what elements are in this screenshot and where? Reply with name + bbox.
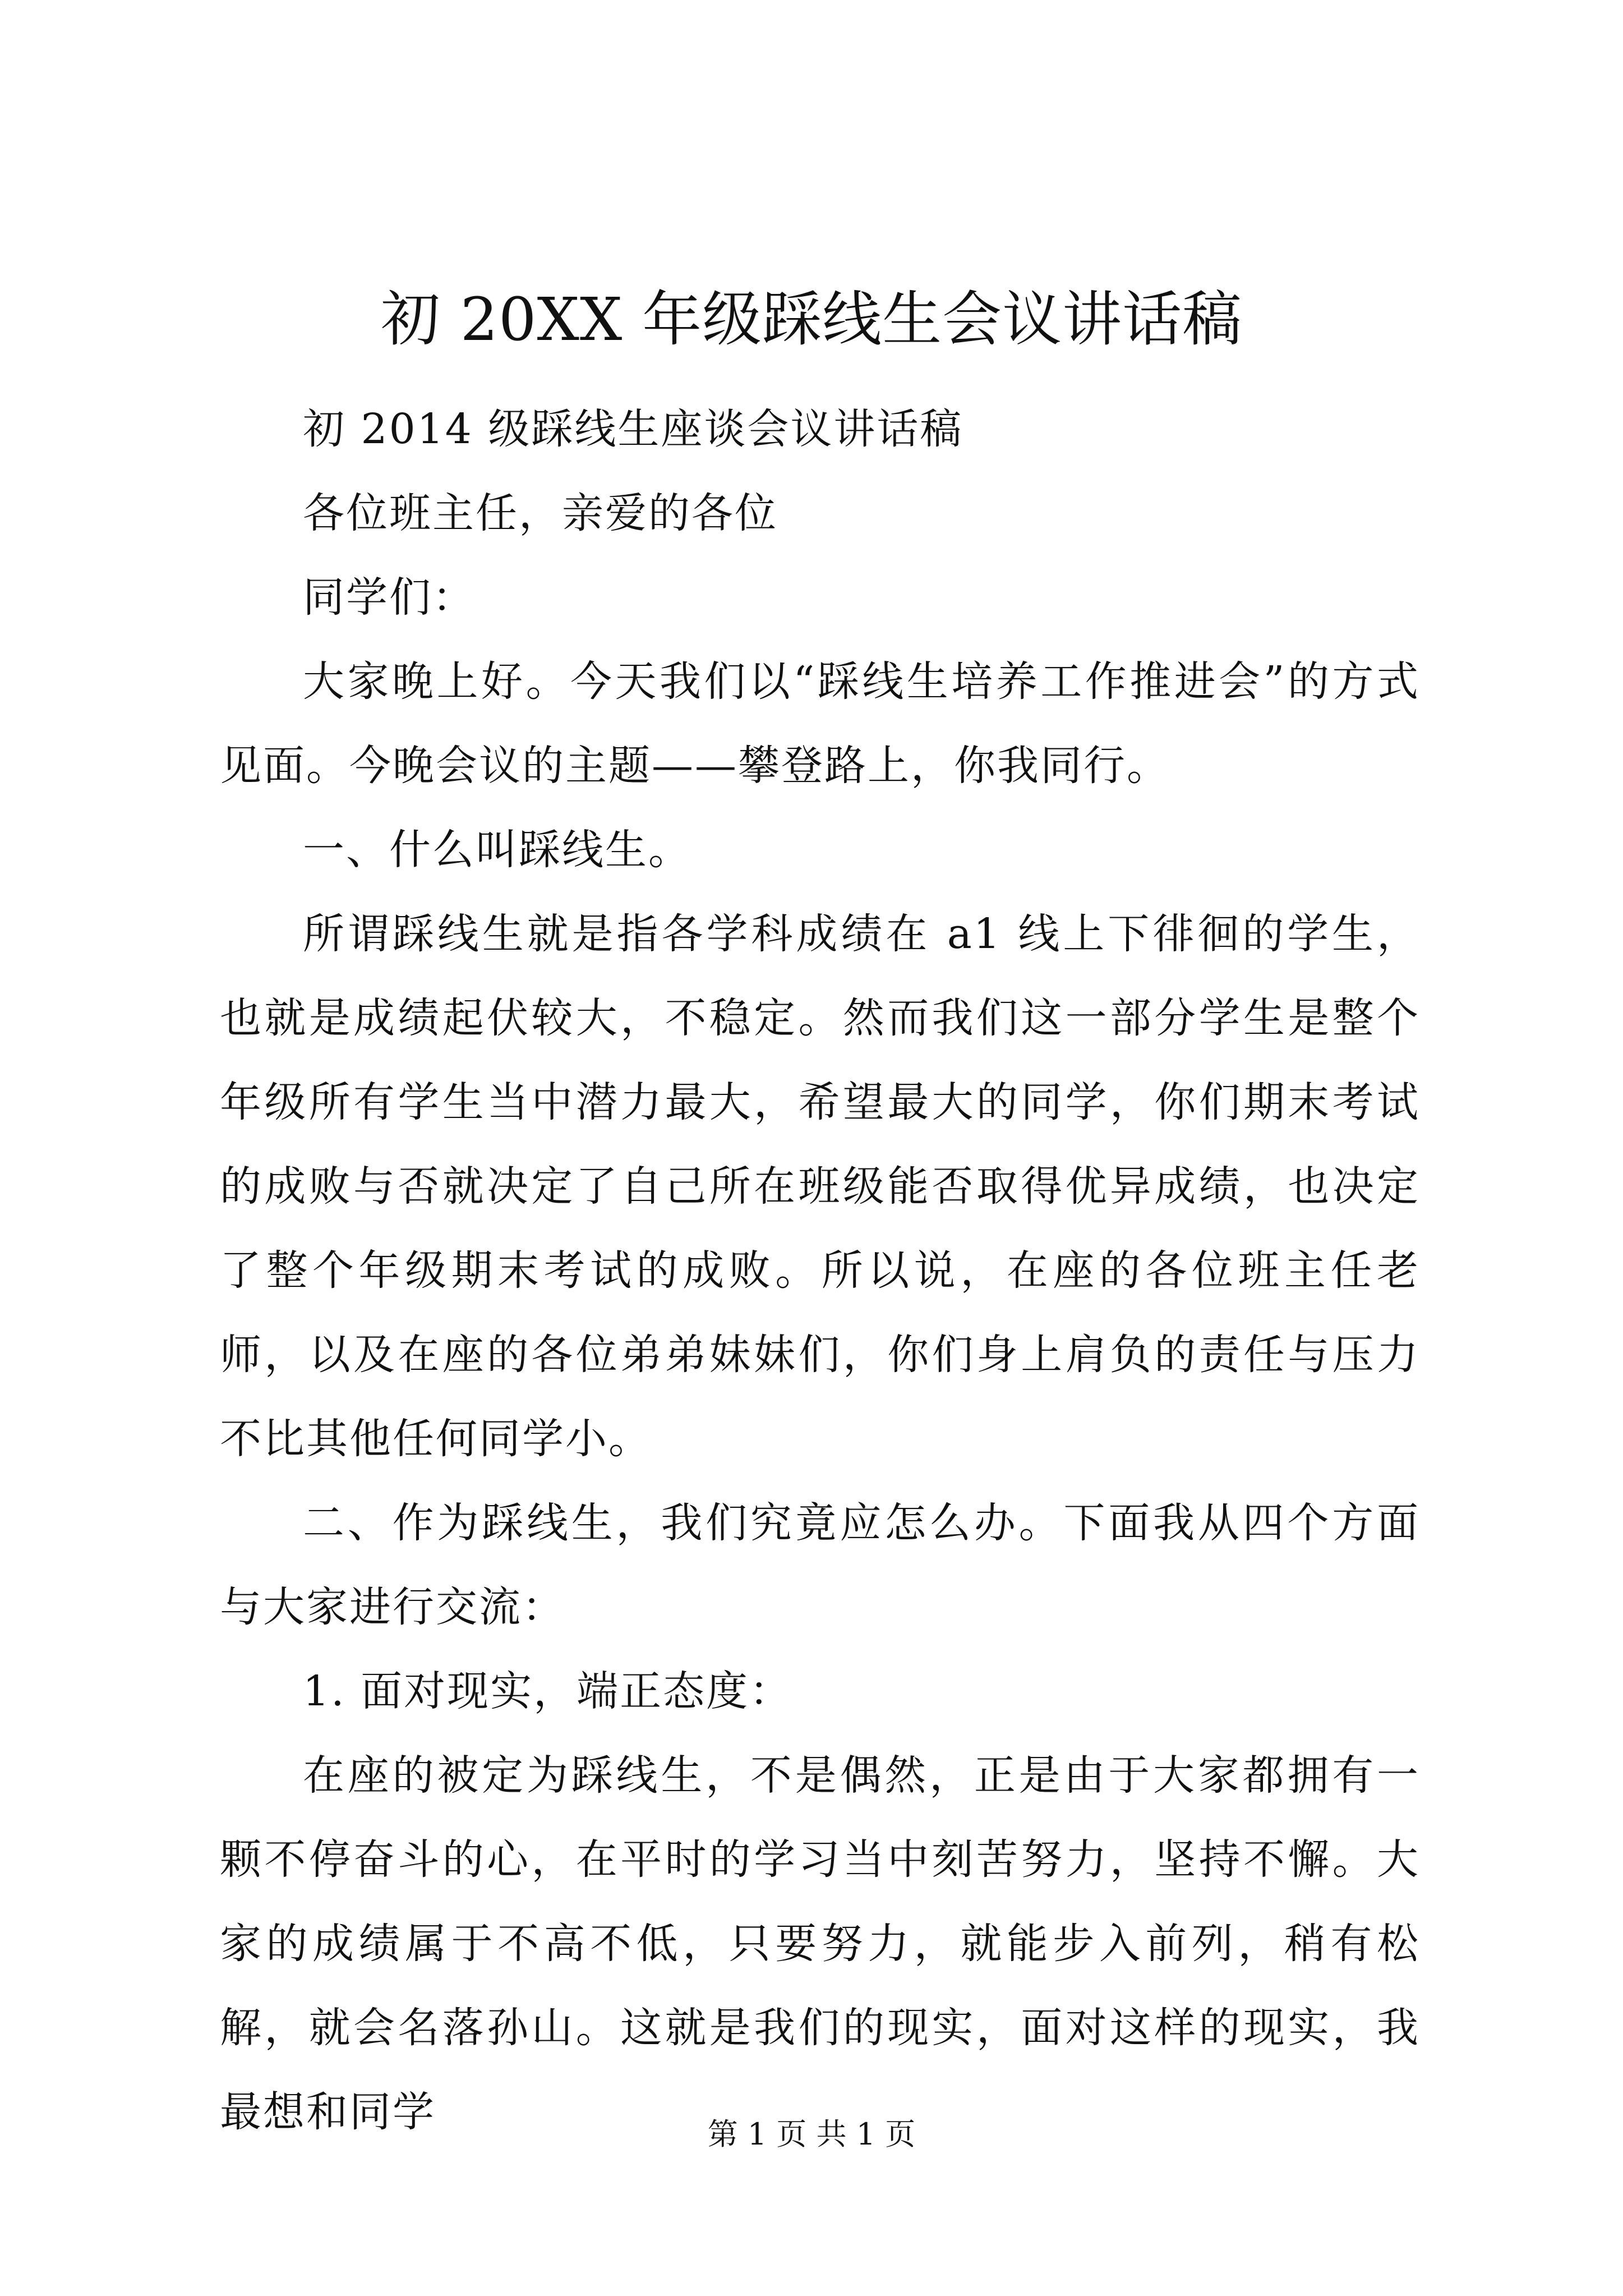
paragraph-salutation: 各位班主任，亲爱的各位 [303, 489, 778, 537]
paragraph-greeting: 大家晚上好。今天我们以“踩线生培养工作推进会”的方式见面。今晚会议的主题——攀登路上，你我同行。 [220, 657, 1420, 790]
document-body [220, 387, 1420, 2154]
document-title: 初 20XX 年级踩线生会议讲话稿 [380, 285, 1243, 354]
paragraph-salutation-cont: 同学们： [303, 573, 476, 622]
paragraph-reality: 在座的被定为踩线生，不是偶然，正是由于大家都拥有一颗不停奋斗的心，在平时的学习当中刻苦努力，坚持不懈。大家的成绩属于不高不低，只要努力，就能步入前列，稍有松解，就会名落孙山。这就是我们的现实，面对这样的现实，我最想和同学 [220, 1751, 1420, 2136]
section-heading-1: 一、什么叫踩线生。 [303, 826, 691, 874]
paragraph-definition: 所谓踩线生就是指各学科成绩在 a1 线上下徘徊的学生，也就是成绩起伏较大，不稳定。然而我们这一部分学生是整个年级所有学生当中潜力最大，希望最大的同学，你们期末考试的成败与否就决定了自己所在班级能否取得优异成绩，也决定了整个年级期末考试的成败。所以说，在座的各位班主任老师，以及在座的各位弟弟妹妹们，你们身上肩负的责任与压力不比其他任何同学小。 [220, 910, 1420, 1463]
page-footer: 第 1 页 共 1 页 [707, 2116, 916, 2152]
paragraph-subtitle: 初 2014 级踩线生座谈会议讲话稿 [303, 405, 963, 453]
section-heading-2: 二、作为踩线生，我们究竟应怎么办。下面我从四个方面与大家进行交流： [220, 1499, 1420, 1631]
subsection-heading-1: 1. 面对现实，端正态度： [303, 1667, 793, 1715]
